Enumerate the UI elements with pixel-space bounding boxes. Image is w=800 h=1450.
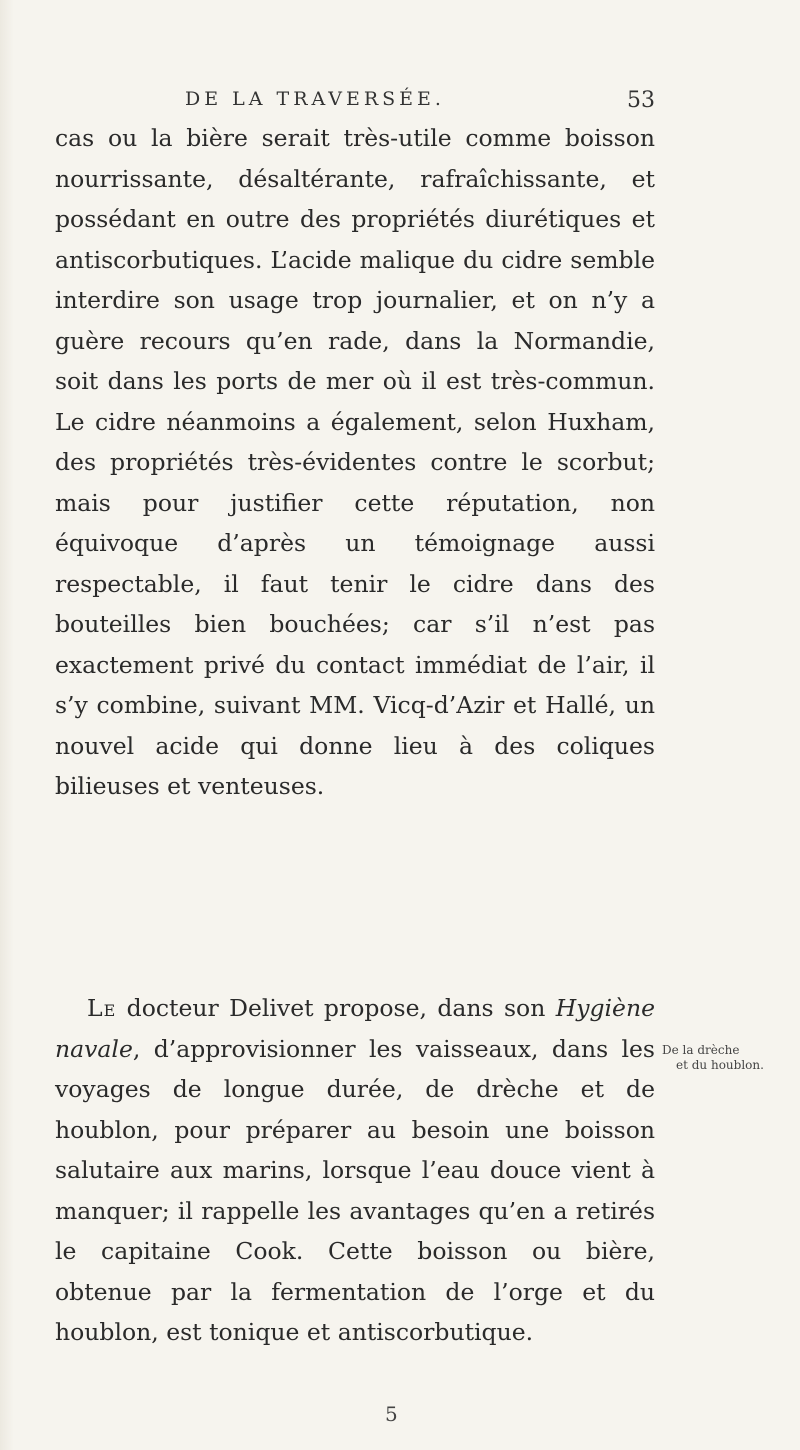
paragraph-2-text-b: , d’approvisionner les vaisseaux, dans les voyages de longue durée, de drèche et de houblon, pour préparer au besoin une boisson salutaire aux marins, lorsque l’eau douce vient à manquer; il rappelle les avantages qu’en a retirés le capitaine Cook. Cette boisson ou bière, obtenue par la fermentation de l’orge et du houblon, est tonique et antiscorbutique. [55,1034,655,1346]
paragraph-1: cas ou la bière serait très-utile comme boisson nourrissante, désaltérante, rafraîchissante, et possédant en outre des propriétés diurétiques et antiscorbutiques. L’acide malique du cidre semble interdire son usage trop journalier, et on n’y a guère recours qu’en rade, dans la Normandie, soit dans les ports de mer où il est très-commun. Le cidre néanmoins a également, selon Huxham, des propriétés très-évidentes contre le scorbut; mais pour justifier cette réputation, non équivoque d’après un témoignage aussi respectable, il faut tenir le cidre dans des bouteilles bien bouchées; car s’il n’est pas exactement privé du contact immédiat de l’air, il s’y combine, suivant MM. Vicq-d’Azir et Hallé, un nouvel acide qui donne lieu à des coliques bilieuses et venteuses. [55,124,655,800]
running-title: DE LA TRAVERSÉE. [185,88,445,110]
margin-note-line-1: De la drèche [662,1043,740,1057]
page-edge-shadow [0,0,14,1450]
book-title-italic: Hygiène navale [55,994,655,1063]
page-number: 53 [627,88,655,113]
margin-note [662,1043,787,1073]
paragraph-2 [55,988,655,1353]
paragraph-2-text-a: docteur Delivet propose, dans son [116,994,556,1022]
signature-mark: 5 [385,1402,398,1426]
margin-note-line-2: et du houblon. [676,1058,764,1072]
paragraph-2-lead: Le [87,994,117,1022]
